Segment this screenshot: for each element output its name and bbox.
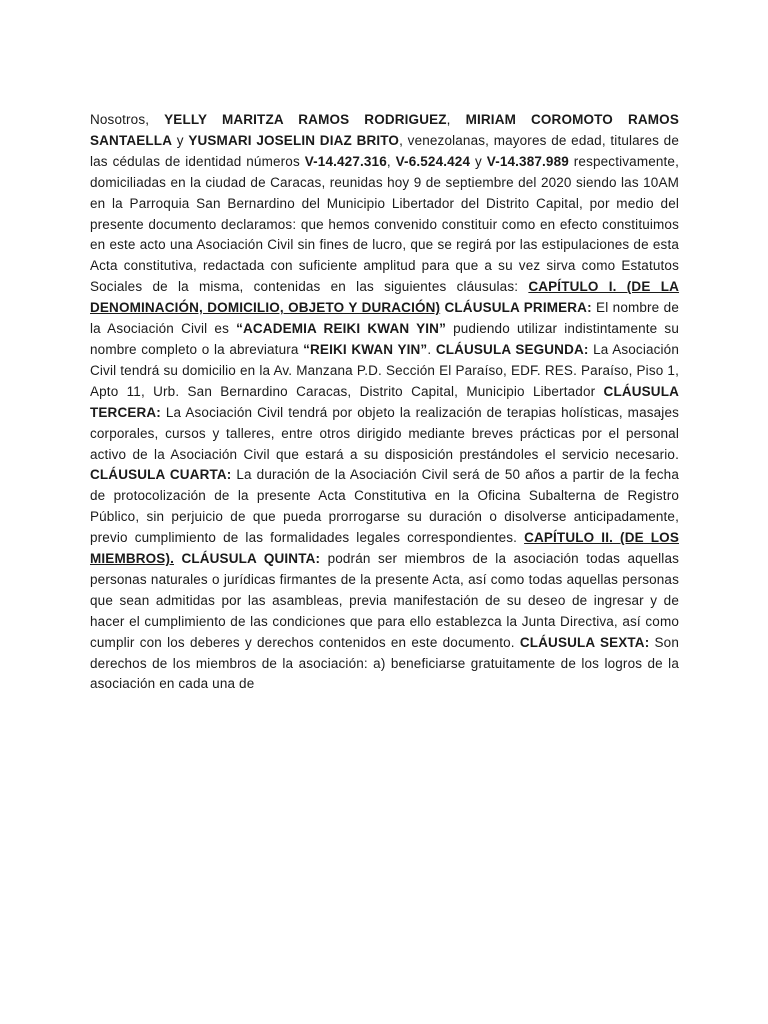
clause-heading: CLÁUSULA TERCERA:	[90, 383, 679, 420]
chapter-heading: CAPÍTULO I. (DE LA DENOMINACIÓN, DOMICILIO, OBJETO Y DURACIÓN)	[90, 279, 680, 316]
text-segment: podrán ser miembros de la asociación todas aquellas personas naturales o jurídicas firmantes de la presente Acta, así como todas aquellas personas que sean admitidas por las asambleas, previa manifestación de su deseo de ingresar y de hacer el cumplimiento de las condiciones que para ello establezca la Junta Directiva, así como cumplir con los deberes y derechos contenidos en este documento.	[90, 551, 679, 650]
text-segment: ,	[386, 153, 396, 169]
id-number: V-14.427.316	[304, 153, 387, 169]
person-name: MIRIAM COROMOTO RAMOS SANTAELLA	[90, 112, 679, 148]
document-paragraph	[90, 110, 679, 695]
person-name: YELLY MARITZA RAMOS RODRIGUEZ	[164, 112, 447, 127]
document-page	[90, 110, 679, 695]
clause-heading: CLÁUSULA QUINTA:	[181, 551, 321, 567]
id-number: V-14.387.989	[486, 153, 569, 169]
chapter-heading: CAPÍTULO II. (DE LOS MIEMBROS).	[90, 530, 679, 567]
person-name: YUSMARI JOSELIN DIAZ BRITO	[188, 132, 400, 148]
text-segment: pudiendo utilizar indistintamente su nombre completo o la abreviatura	[90, 321, 679, 357]
clause-heading: CLÁUSULA PRIMERA:	[444, 300, 592, 316]
clause-heading: CLÁUSULA SEXTA:	[519, 634, 650, 650]
text-segment: El nombre de la Asociación Civil es	[90, 300, 679, 337]
text-segment: La Asociación Civil tendrá por objeto la realización de terapias holísticas, masajes corporales, cursos y talleres, entre otros dirigido mediante breves prácticas por el personal activo de la Asociación Civil que estará a su disposición prestándoles el servicio necesario.	[90, 404, 679, 462]
text-segment: respectivamente, domiciliadas en la ciudad de Caracas, reunidas hoy 9 de septiembre del 2020 siendo las 10AM en la Parroquia San Bernardino del Municipio Libertador del Distrito Capital, por medio del presente documento declaramos: que hemos convenido constituir como en efecto constituimos en este acto una Asociación Civil sin fines de lucro, que se regirá por las estipulaciones de esta Acta constitutiva, redactada con suficiente amplitud para que a su vez sirva como Estatutos Sociales de la misma, contenidas en las siguientes cláusulas:	[90, 153, 679, 295]
text-segment: ,	[446, 112, 466, 127]
text-segment: Son derechos de los miembros de la asociación: a) beneficiarse gratuitamente de los logros de la asociación en cada una de	[90, 634, 679, 692]
text-segment: y	[172, 132, 189, 148]
text-segment: , venezolanas, mayores de edad, titulares de las cédulas de identidad números	[90, 132, 680, 169]
clause-heading: CLÁUSULA SEGUNDA:	[435, 341, 589, 357]
text-segment: Nosotros,	[90, 112, 165, 127]
text-segment: y	[470, 153, 487, 169]
association-abbreviation: “REIKI KWAN YIN”	[303, 341, 428, 357]
text-segment: La Asociación Civil tendrá su domicilio en la Av. Manzana P.D. Sección El Paraíso, EDF. RES. Paraíso, Piso 1, Apto 11, Urb. San Bernardino Caracas, Distrito Capital, Municipio Libertador	[90, 341, 679, 399]
text-segment: La duración de la Asociación Civil será de 50 años a partir de la fecha de protocolización de la presente Acta Constitutiva en la Oficina Subalterna de Registro Público, sin perjuicio de que pueda prorrogarse su duración o disolverse anticipadamente, previo cumplimiento de las formalidades legales correspondientes.	[90, 467, 679, 546]
association-name: “ACADEMIA REIKI KWAN YIN”	[236, 321, 446, 337]
text-segment: .	[427, 341, 436, 357]
id-number: V-6.524.424	[395, 153, 471, 169]
clause-heading: CLÁUSULA CUARTA:	[90, 467, 232, 483]
